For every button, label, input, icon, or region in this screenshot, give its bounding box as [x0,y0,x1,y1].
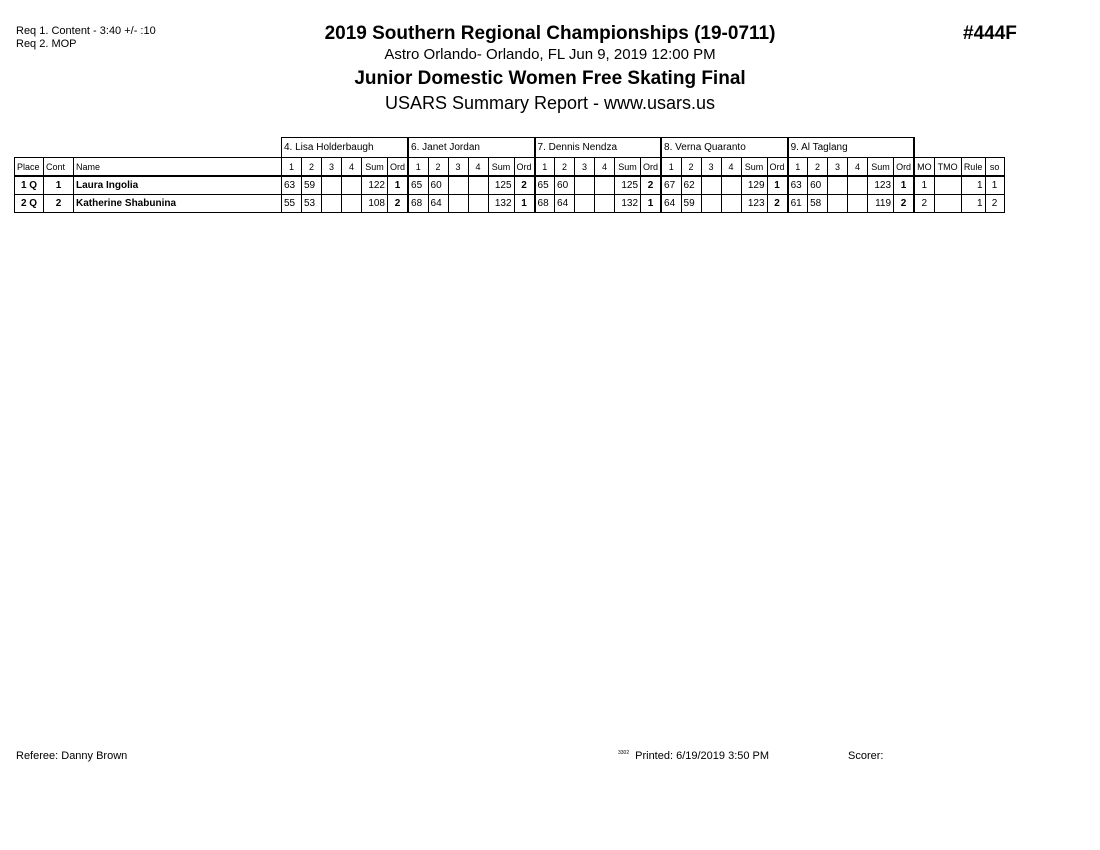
so-cell: 2 [985,195,1004,213]
printed-line [618,750,769,762]
score-2-cell: 64 [555,195,575,213]
so-header: so [985,158,1004,177]
ord-header: Ord [767,158,788,177]
sum-header: Sum [488,158,514,177]
sum-cell: 125 [615,176,641,195]
score-4-cell [721,176,741,195]
score-1-cell: 68 [535,195,555,213]
requirement-2: Req 2. MOP [16,38,77,50]
score-2-header: 2 [428,158,448,177]
ord-header: Ord [514,158,535,177]
event-code: #444F [963,23,1017,44]
score-4-header: 4 [342,158,362,177]
column-header-row [15,158,1005,177]
score-3-header: 3 [701,158,721,177]
tmo-cell [934,176,961,195]
results-table [14,137,1005,213]
ordinal-cell: 2 [894,195,915,213]
judge-3-name: 7. Dennis Nendza [535,138,662,158]
ordinal-cell: 1 [641,195,662,213]
tmo-cell [934,195,961,213]
sum-cell: 108 [362,195,388,213]
score-2-header: 2 [681,158,701,177]
score-2-cell: 53 [302,195,322,213]
place-header: Place [15,158,44,177]
sum-cell: 123 [741,195,767,213]
ordinal-cell: 2 [388,195,409,213]
ordinal-cell: 2 [641,176,662,195]
table-row [15,176,1005,195]
sum-cell: 119 [868,195,894,213]
report-subtitle: USARS Summary Report - www.usars.us [384,93,716,113]
score-4-cell [342,195,362,213]
score-4-cell [468,195,488,213]
referee-label: Referee: Danny Brown [16,750,128,762]
score-4-header: 4 [468,158,488,177]
rule-header: Rule [961,158,985,177]
ordinal-cell: 2 [514,176,535,195]
score-4-cell [468,176,488,195]
skater-name: Laura Ingolia [74,176,282,195]
score-1-header: 1 [535,158,555,177]
score-3-cell [575,195,595,213]
score-1-header: 1 [661,158,681,177]
score-4-cell [721,195,741,213]
score-2-cell: 60 [555,176,575,195]
score-3-cell [322,176,342,195]
score-1-cell: 68 [408,195,428,213]
score-4-header: 4 [595,158,615,177]
score-1-cell: 63 [282,176,302,195]
cont-cell: 1 [44,176,74,195]
name-header: Name [74,158,282,177]
score-1-cell: 67 [661,176,681,195]
score-1-cell: 65 [535,176,555,195]
division-title: Junior Domestic Women Free Skating Final [354,68,746,89]
sum-header: Sum [615,158,641,177]
place-cell: 2 Q [15,195,44,213]
ord-header: Ord [894,158,915,177]
judge-4-name: 8. Verna Quaranto [661,138,788,158]
cont-cell: 2 [44,195,74,213]
score-1-header: 1 [282,158,302,177]
score-1-cell: 65 [408,176,428,195]
sum-header: Sum [868,158,894,177]
ordinal-cell: 2 [767,195,788,213]
requirement-1: Req 1. Content - 3:40 +/- :10 [16,25,156,37]
sum-header: Sum [362,158,388,177]
score-3-cell [448,195,468,213]
tmo-header: TMO [934,158,961,177]
score-1-cell: 64 [661,195,681,213]
score-3-cell [701,176,721,195]
score-3-cell [575,176,595,195]
judges-row [15,138,1005,158]
cont-header: Cont [44,158,74,177]
score-3-cell [448,176,468,195]
score-4-cell [595,176,615,195]
score-2-cell: 59 [302,176,322,195]
score-1-header: 1 [788,158,808,177]
ordinal-cell: 1 [514,195,535,213]
score-2-cell: 59 [681,195,701,213]
score-2-cell: 58 [808,195,828,213]
print-code: 3302 [618,750,630,756]
sum-cell: 132 [488,195,514,213]
ord-header: Ord [641,158,662,177]
scorer-label: Scorer: [848,750,884,762]
score-1-cell: 55 [282,195,302,213]
event-title: 2019 Southern Regional Championships (19-0711) [324,23,776,44]
result-rows [15,176,1005,213]
sum-header: Sum [741,158,767,177]
sum-cell: 129 [741,176,767,195]
score-1-header: 1 [408,158,428,177]
sum-cell: 125 [488,176,514,195]
so-cell: 1 [985,176,1004,195]
score-4-cell [848,195,868,213]
score-2-header: 2 [555,158,575,177]
sum-cell: 132 [615,195,641,213]
score-3-header: 3 [322,158,342,177]
score-3-header: 3 [828,158,848,177]
mo-cell: 1 [914,176,934,195]
rule-cell: 1 [961,176,985,195]
ordinal-cell: 1 [767,176,788,195]
requirements [16,25,156,51]
score-3-cell [701,195,721,213]
skater-name: Katherine Shabunina [74,195,282,213]
sum-cell: 123 [868,176,894,195]
score-4-cell [342,176,362,195]
score-3-header: 3 [575,158,595,177]
score-3-cell [828,195,848,213]
sum-cell: 122 [362,176,388,195]
score-3-cell [322,195,342,213]
score-1-cell: 61 [788,195,808,213]
score-2-cell: 62 [681,176,701,195]
mo-cell: 2 [914,195,934,213]
judge-5-name: 9. Al Taglang [788,138,915,158]
rule-cell: 1 [961,195,985,213]
score-2-cell: 60 [428,176,448,195]
mo-header: MO [914,158,934,177]
report-title-block [250,22,850,114]
score-1-cell: 63 [788,176,808,195]
score-4-cell [595,195,615,213]
judge-1-name: 4. Lisa Holderbaugh [282,138,409,158]
score-2-header: 2 [302,158,322,177]
ordinal-cell: 1 [894,176,915,195]
score-2-cell: 60 [808,176,828,195]
score-4-header: 4 [848,158,868,177]
ord-header: Ord [388,158,409,177]
score-2-cell: 64 [428,195,448,213]
score-3-cell [828,176,848,195]
score-3-header: 3 [448,158,468,177]
ordinal-cell: 1 [388,176,409,195]
table-row [15,195,1005,213]
place-cell: 1 Q [15,176,44,195]
score-4-header: 4 [721,158,741,177]
venue-line: Astro Orlando- Orlando, FL Jun 9, 2019 12:00 PM [384,46,716,63]
score-2-header: 2 [808,158,828,177]
printed-timestamp: Printed: 6/19/2019 3:50 PM [635,750,770,762]
score-4-cell [848,176,868,195]
judge-2-name: 6. Janet Jordan [408,138,535,158]
